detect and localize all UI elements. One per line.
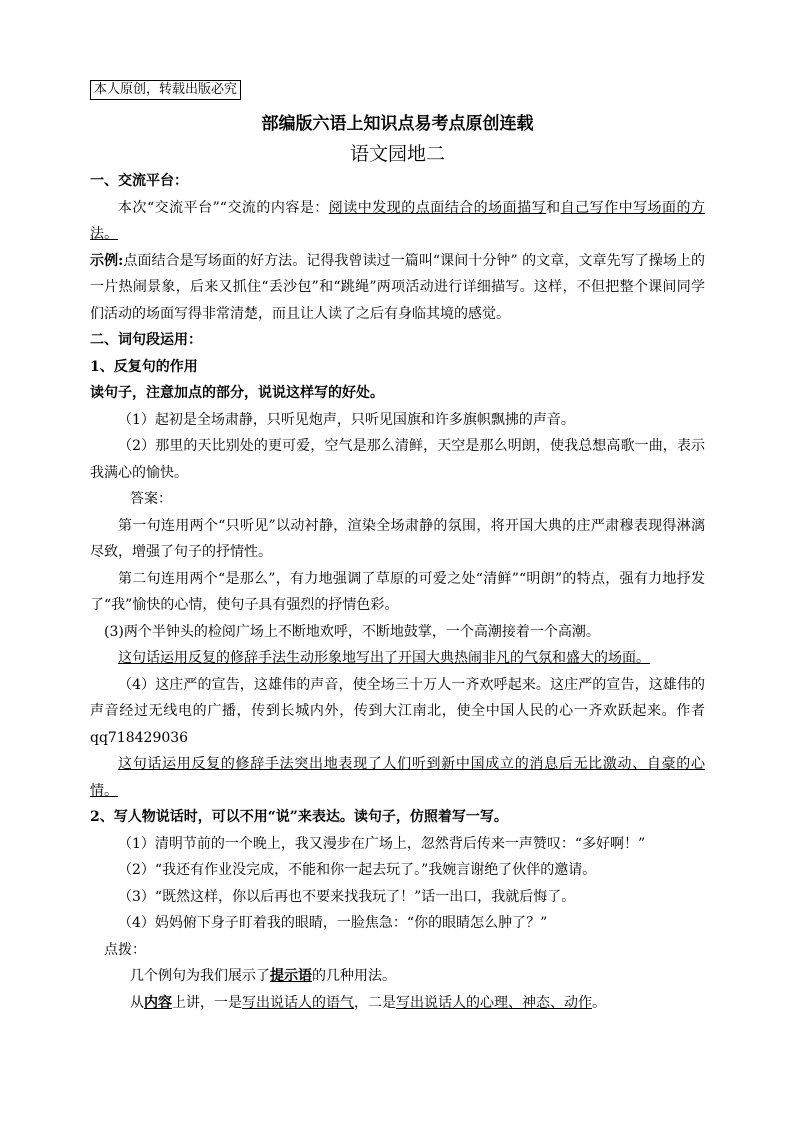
answer-2: 第二句连用两个“是那么”，有力地强调了草原的可爱之处“清鲜”“明朗”的特点，强有力地抒发了“我”愉快的心情，使句子具有强烈的抒情色彩。: [90, 570, 705, 613]
subsection-1-instruction: 读句子，注意加点的部分，说说这样写的好处。: [90, 385, 384, 401]
subsection-2-heading: 2、写人物说话时，可以不用“说”来表达。读句子，仿照着写一写。: [90, 809, 508, 825]
subsection-1-heading: 1、反复句的作用: [90, 358, 198, 375]
sentence-1: （1）起初是全场肃静，只听见炮声，只听见国旗和许多旗帜飘拂的声音。: [118, 411, 575, 428]
document-page: [90, 78, 705, 1016]
tip-line-1: 几个例句为我们展示了提示语的几种用法。: [130, 968, 396, 984]
section-2-heading: 二、词句段运用：: [90, 332, 202, 348]
example-sentence-2: （2）“我还有作业没完成，不能和你一起去玩了。”我婉言谢绝了伙伴的邀请。: [118, 862, 597, 878]
copyright-stamp: 本人原创，转载出版必究: [90, 78, 705, 100]
sentence-2: （2）那里的天比别处的更可爱，空气是那么清鲜，天空是那么明朗，使我总想高歌一曲，表示我满心的愉快。: [90, 438, 705, 481]
section-1-paragraph: 本次“交流平台”“交流的内容是：阅读中发现的点面结合的场面描写和自己写作中写场面的方法。: [90, 199, 706, 242]
example-sentence-1: （1）清明节前的一个晚上，我又漫步在广场上，忽然背后传来一声赞叹：“多好啊！”: [118, 835, 646, 852]
sentence-3: (3)两个半钟头的检阅广场上不断地欢呼，不断地鼓掌，一个高潮接着一个高潮。: [104, 623, 600, 640]
answer-1: 第一句连用两个“只听见”以动衬静，渲染全场肃静的氛围，将开国大典的庄严肃穆表现得淋漓尽致，增强了句子的抒情性。: [90, 517, 705, 560]
section-1-heading: 一、交流平台：: [90, 173, 188, 189]
page-title: 部编版六语上知识点易考点原创连载: [261, 114, 534, 134]
example-sentence-3: （3）“既然这样，你以后再也不要来找我玩了！”话一出口，我就后悔了。: [118, 888, 576, 905]
answer-3: 这句话运用反复的修辞手法生动形象地写出了开国大典热闹非凡的气氛和盛大的场面。: [118, 650, 650, 666]
tip-label: 点拨：: [104, 941, 146, 958]
page-subtitle: 语文园地二: [349, 143, 445, 165]
example-paragraph: 示例:点面结合是写场面的好方法。记得我曾读过一篇叫“课间十分钟” 的文章，文章先写了操场上的一片热闹景象，后来又抓住“丢沙包”和“跳绳”两项活动进行详细描写。这样，不但把整个课间同学们活动的场面写得非常清楚，而且让人读了之后有身临其境的感觉。: [90, 252, 705, 322]
example-sentence-4: （4）妈妈俯下身子盯着我的眼睛，一脸焦急：“你的眼睛怎么肿了？”: [118, 915, 548, 931]
sentence-4: （4）这庄严的宣告，这雄伟的声音，使全场三十万人一齐欢呼起来。这庄严的宣告，这雄伟的声音经过无线电的广播，传到长城内外，传到大江南北，使全中国人民的心一齐欢跃起来。作者 qq718429036: [90, 676, 705, 746]
answer-4: 这句话运用反复的修辞手法突出地表现了人们听到新中国成立的消息后无比激动、自豪的心情。: [90, 756, 705, 799]
answer-label: 答案：: [130, 491, 172, 507]
tip-line-2: 从内容上讲，一是写出说话人的语气，二是写出说话人的心理、神态、动作。: [130, 994, 606, 1011]
